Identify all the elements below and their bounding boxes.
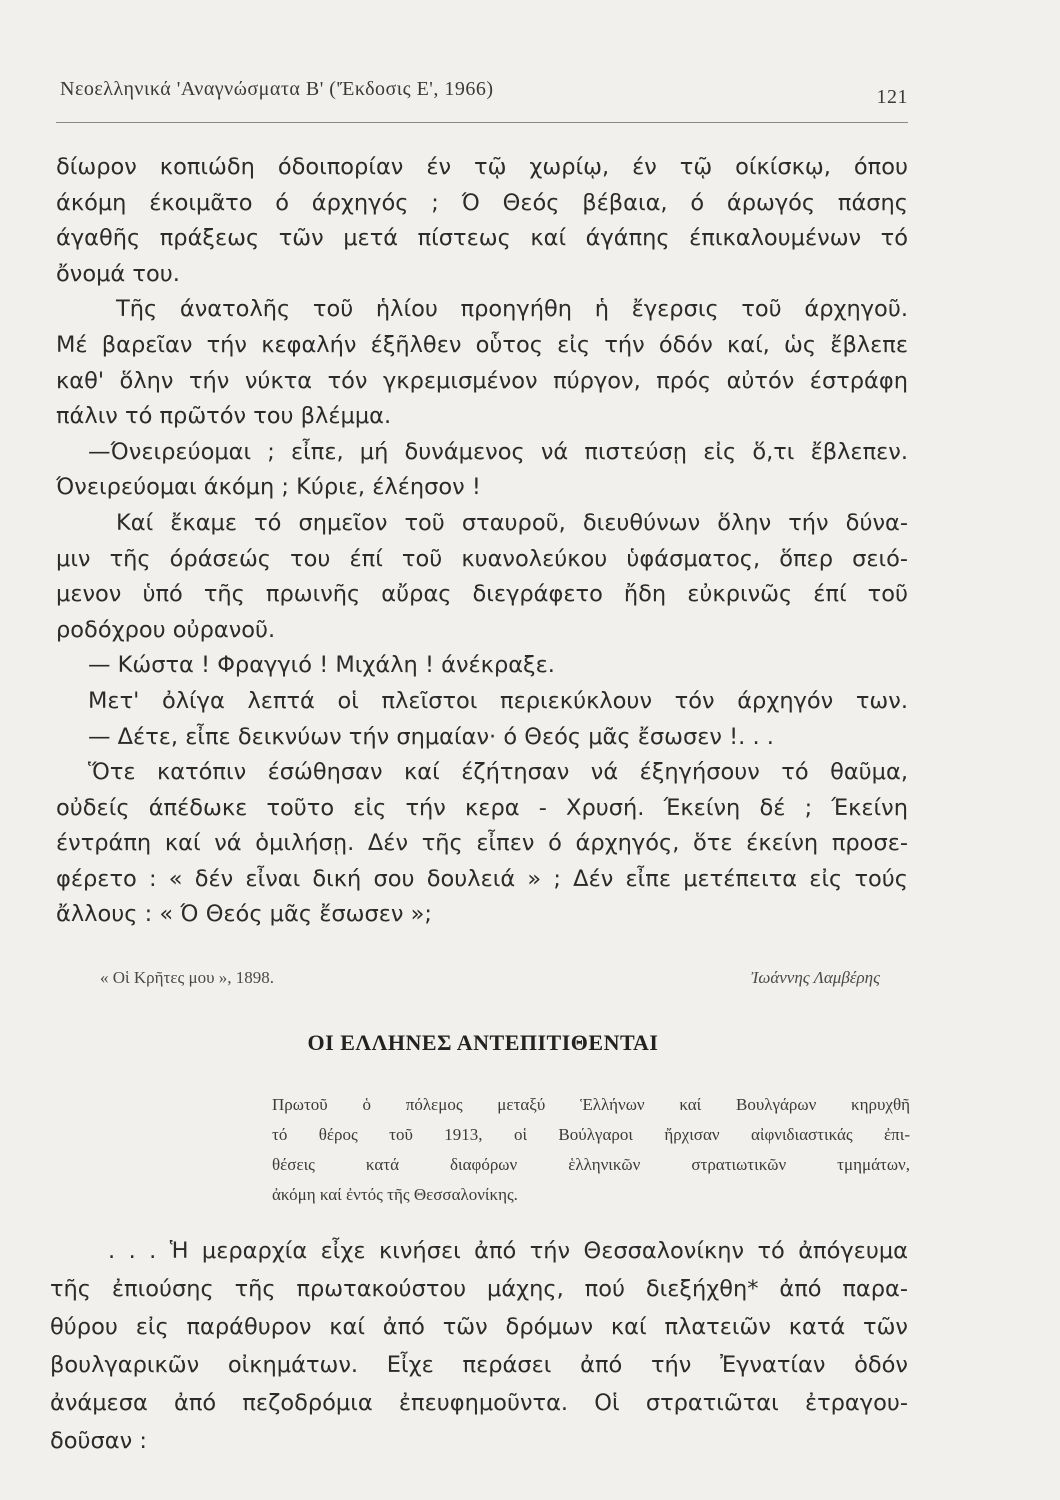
text-line: βουλγαρικῶν οἰκημάτων. Εἶχε περάσει ἀπό τήν Ἐγνατίαν ὁδόν bbox=[50, 1352, 908, 1378]
text-line: οὐδείς άπέδωκε τοῦτο εἰς τήν κερα - Χρυσή. Έκείνη δέ ; Έκείνη bbox=[56, 794, 908, 821]
text-line: ἀνάμεσα ἀπό πεζοδρόμια ἐπευφημοῦντα. Οἱ στρατιῶται ἐτραγου- bbox=[50, 1390, 908, 1416]
intro-line: ἀκόμη καί ἐντός τῆς Θεσσαλονίκης. bbox=[272, 1185, 518, 1204]
passage-one bbox=[56, 150, 908, 933]
intro-line: θέσεις κατά διαφόρων ἑλληνικῶν στρατιωτικῶν τμημάτων, bbox=[272, 1155, 910, 1174]
text-line: Μετ' ὀλίγα λεπτά οἱ πλεῖστοι περιεκύκλουν τόν άρχηγόν των. bbox=[88, 687, 908, 714]
section-title: ΟΙ ΕΛΛΗΝΕΣ ΑΝΤΕΠΙΤΙΘΕΝΤΑΙ bbox=[307, 1030, 659, 1055]
source-citation bbox=[100, 968, 880, 988]
text-line: δίωρον κοπιώδη όδοιπορίαν έν τῷ χωρίῳ, έν τῷ οίκίσκῳ, όπου bbox=[56, 154, 908, 180]
text-line: φέρετο : « δέν εἶναι δική σου δουλειά » ; Δέν εἶπε μετέπειτα εἰς τούς bbox=[56, 865, 908, 892]
passage-two bbox=[50, 1232, 908, 1460]
text-line: θύρου εἰς παράθυρον καί ἀπό τῶν δρόμων καί πλατειῶν κατά τῶν bbox=[50, 1314, 908, 1340]
running-title: Νεοελληνικά 'Αναγνώσματα Β' ('Έκδοσις Ε', 1966) bbox=[60, 78, 494, 100]
text-line: —Όνειρεύομαι ; εἶπε, μή δυνάμενος νά πιστεύσῃ εἰς ὅ,τι ἔβλεπεν. bbox=[88, 438, 908, 465]
text-line: ροδόχρου οὐρανοῦ. bbox=[56, 616, 276, 643]
text-line: άγαθῆς πράξεως τῶν μετά πίστεως καί άγάπης έπικαλουμένων τό bbox=[56, 225, 908, 252]
text-line: Μέ βαρεῖαν τήν κεφαλήν έξῆλθεν οὗτος εἰς τήν όδόν καί, ὡς ἔβλεπε bbox=[56, 331, 908, 358]
text-line: δοῦσαν : bbox=[50, 1428, 147, 1454]
text-line: . . . Ἡ μεραρχία εἶχε κινήσει ἀπό τήν Θεσσαλονίκην τό ἀπόγευμα bbox=[108, 1238, 908, 1264]
running-header bbox=[60, 78, 908, 108]
text-line: καθ' ὅλην τήν νύκτα τόν γκρεμισμένον πύργον, πρός αὐτόν έστράφη bbox=[56, 367, 908, 394]
text-line: άκόμη έκοιμᾶτο ό άρχηγός ; Ό Θεός βέβαια, ό άρωγός πάσης bbox=[56, 189, 908, 216]
text-line: Τῆς άνατολῆς τοῦ ἡλίου προηγήθη ἡ ἔγερσις τοῦ άρχηγοῦ. bbox=[116, 296, 908, 323]
text-line: τῆς ἐπιούσης τῆς πρωτακούστου μάχης, πού διεξήχθη* ἀπό παρα- bbox=[50, 1276, 908, 1302]
intro-line: τό θέρος τοῦ 1913, οἱ Βούλγαροι ἤρχισαν αἰφνιδιαστικάς ἐπι- bbox=[272, 1125, 910, 1144]
text-line: Όνειρεύομαι άκόμη ; Κύριε, έλέησον ! bbox=[56, 474, 481, 501]
header-rule bbox=[56, 122, 908, 123]
text-line: μενον ὑπό τῆς πρωινῆς αὔρας διεγράφετο ἤδη εὐκρινῶς έπί τοῦ bbox=[56, 581, 908, 608]
text-line: ὄνομά του. bbox=[56, 260, 180, 287]
text-line: Καί ἔκαμε τό σημεῖον τοῦ σταυροῦ, διευθύνων ὅλην τήν δύνα- bbox=[116, 509, 908, 536]
citation-author: Ἰωάννης Λαμβέρης bbox=[751, 968, 880, 987]
page-number: 121 bbox=[876, 86, 908, 108]
text-line: ἄλλους : « Ό Θεός μᾶς ἔσωσεν »; bbox=[56, 901, 432, 928]
text-line: έντράπη καί νά ὁμιλήσῃ. Δέν τῆς εἶπεν ό άρχηγός, ὅτε έκείνη προσε- bbox=[56, 830, 908, 857]
text-line: πάλιν τό πρῶτόν του βλέμμα. bbox=[56, 403, 392, 430]
section-intro bbox=[272, 1090, 910, 1210]
citation-source: « Οἱ Κρῆτες μου », 1898. bbox=[100, 968, 274, 987]
text-line: — Δέτε, εἶπε δεικνύων τήν σημαίαν· ό Θεός μᾶς ἔσωσεν !. . . bbox=[88, 723, 774, 750]
text-line: μιν τῆς όράσεώς του έπί τοῦ κυανολεύκου ὑφάσματος, ὅπερ σειό- bbox=[56, 545, 908, 572]
text-line: Ὅτε κατόπιν έσώθησαν καί έζήτησαν νά έξηγήσουν τό θαῦμα, bbox=[88, 759, 908, 786]
text-line: — Κώστα ! Φραγγιό ! Μιχάλη ! άνέκραξε. bbox=[88, 652, 555, 679]
intro-line: Πρωτοῦ ὁ πόλεμος μεταξύ Ἑλλήνων καί Βουλγάρων κηρυχθῆ bbox=[272, 1095, 910, 1114]
